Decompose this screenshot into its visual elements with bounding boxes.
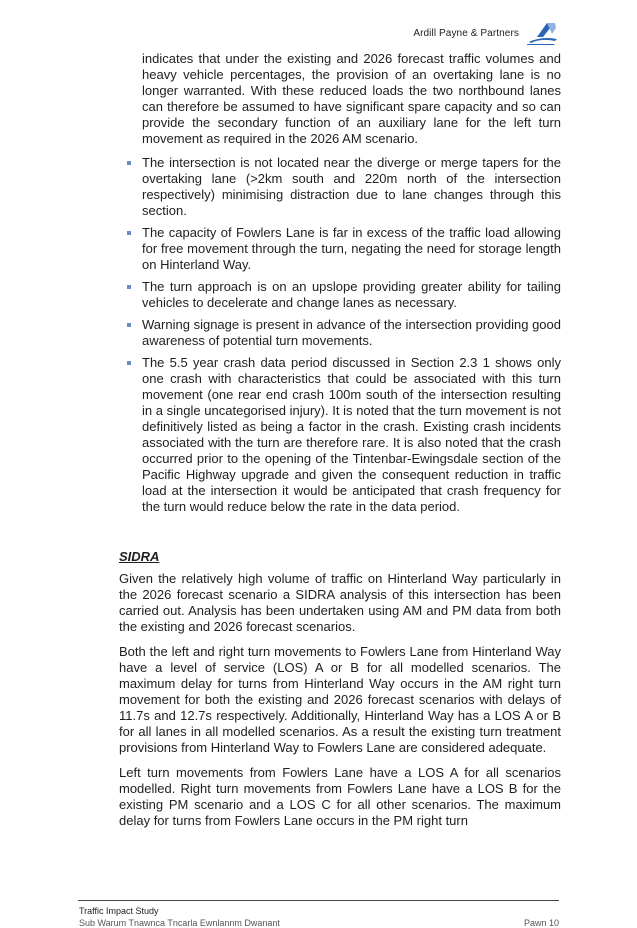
section-paragraph: Left turn movements from Fowlers Lane have a LOS A for all scenarios modelled. Right turn movements from Fowlers Lane have a LOS B for the existing PM scenario and a LOS C for all other scenarios. The maximum delay for turns from Fowlers Lane occurs in the PM right turn [119,765,561,828]
list-item [119,225,561,273]
bullet-icon [127,161,131,165]
section-heading: SIDRA [119,549,160,564]
bullet-icon [127,361,131,365]
company-name: Ardill Payne & Partners [413,27,519,39]
bullet-icon [127,323,131,327]
footer-page-number: Pawn 10 [523,918,559,928]
page-header [413,20,559,46]
footer-title: Traffic Impact Study [79,906,159,916]
bullet-icon [127,231,131,235]
page-content [119,51,561,838]
list-item-text: The 5.5 year crash data period discussed in Section 2.3 1 shows only one crash with characteristics that could be associated with this turn movement (one rear end crash 100m south of the intersection resulting in a single uncategorised injury). It is noted that the turn movement is not definitively listed as being a factor in the crash. Existing crash incidents associated with the turn are therefore rare. It is also noted that the crash occurred prior to the opening of the Tintenbar-Ewingsdale section of the Pacific Highway upgrade and given the consequent reduction in traffic load at the intersection it would be anticipated that crash frequency for the turn would reduce below the rate in the data period. [142,355,561,514]
continued-paragraph: indicates that under the existing and 2026 forecast traffic volumes and heavy vehicle percentages, the provision of an overtaking lane is no longer warranted. With these reduced loads the two northbound lanes can therefore be assumed to have significant spare capacity and so can provide the secondary function of an auxiliary lane for the left turn movement as required in the 2026 AM scenario. [142,51,561,146]
list-item-text: Warning signage is present in advance of the intersection providing good awareness of potential turn movements. [142,317,561,348]
list-item [119,155,561,219]
list-item [119,355,561,515]
list-item-text: The intersection is not located near the diverge or merge tapers for the overtaking lane (>2km south and 220m north of the intersection respectively) minimising distraction due to lane changes through this section. [142,155,561,218]
bullet-list [119,155,561,515]
section-paragraph: Given the relatively high volume of traffic on Hinterland Way particularly in the 2026 forecast scenario a SIDRA analysis of this intersection has been carried out. Analysis has been undertaken using AM and PM data from both the existing and 2026 forecast scenarios. [119,571,561,634]
list-item-text: The capacity of Fowlers Lane is far in excess of the traffic load allowing for free movement through the turn, negating the need for storage length on Hinterland Way. [142,225,561,272]
footer-divider [78,900,559,901]
bullet-icon [127,285,131,289]
footer-subtitle: Sub Warum Tnawnca Tncarla Ewnlannm Dwanant [79,918,280,928]
list-item [119,279,561,311]
list-item-text: The turn approach is on an upslope providing greater ability for tailing vehicles to decelerate and change lanes as necessary. [142,279,561,310]
section-paragraph: Both the left and right turn movements to Fowlers Lane from Hinterland Way have a level of service (LOS) A or B for all modelled scenarios. The maximum delay for turns from Hinterland Way occurs in the AM right turn movement for both the existing and 2026 forecast scenarios with delays of 11.7s and 12.7s respectively. Additionally, Hinterland Way has a LOS A or B for all lanes in all modelled scenarios. As a result the existing turn treatment provisions from Hinterland Way to Fowlers Lane are considered adequate. [119,644,561,755]
list-item [119,317,561,349]
ardill-payne-logo-icon [525,20,559,46]
